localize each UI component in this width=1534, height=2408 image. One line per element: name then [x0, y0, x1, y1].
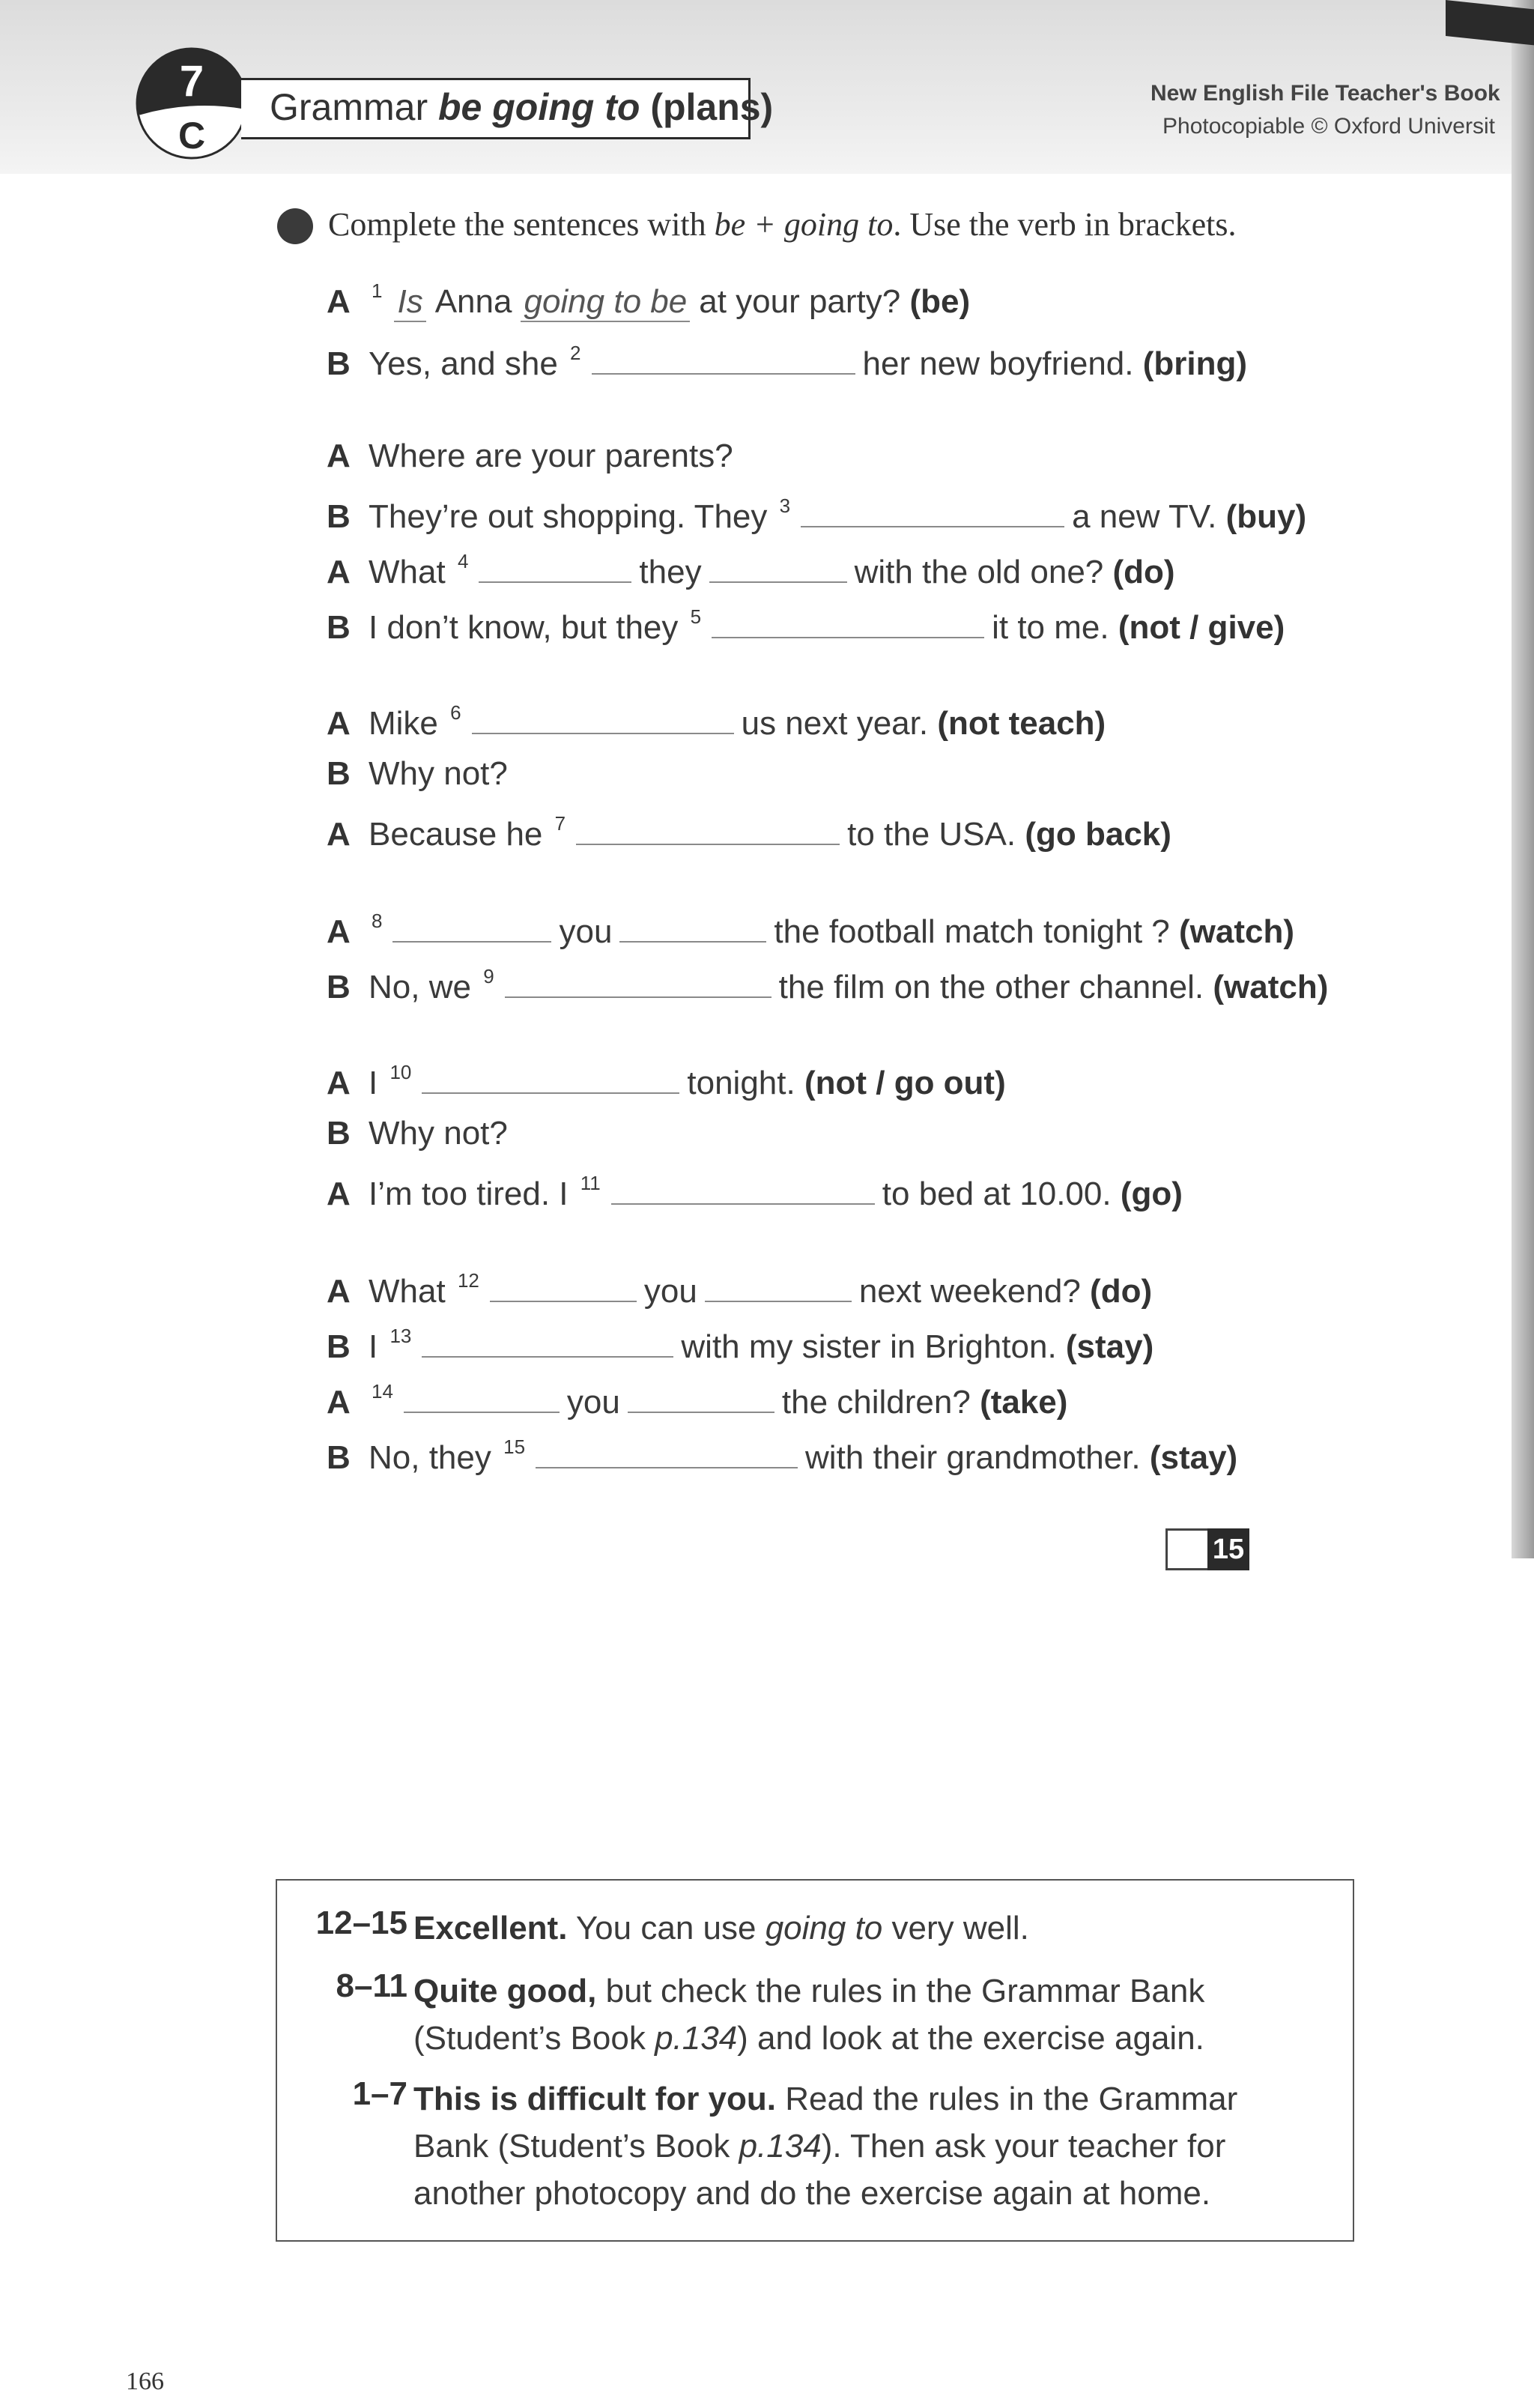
unit-number: 7 [179, 57, 204, 106]
question-number: 9 [483, 965, 494, 988]
score-range: 8–11 [336, 1967, 407, 2004]
feedback-text [413, 1967, 1312, 2062]
feedback-body: You can use [567, 1910, 766, 1946]
dialogue-text: with my sister in Brighton. [681, 1328, 1057, 1365]
title-prefix: Grammar [270, 86, 428, 128]
dialogue-line [327, 493, 1306, 538]
answer-blank[interactable] [392, 908, 551, 943]
dialogue-text: I’m too tired. I [369, 1176, 569, 1212]
dialogue-line [327, 1379, 1067, 1424]
feedback-italic: p.134 [655, 2020, 738, 2057]
dialogue-text: the football match tonight ? [774, 913, 1170, 950]
verb-hint: (stay) [1065, 1328, 1154, 1365]
feedback-rating: Excellent. [413, 1910, 568, 1946]
question-number: 7 [554, 812, 566, 835]
dialogue-text: Why not? [369, 1115, 508, 1152]
title-suffix: (plans) [650, 86, 774, 128]
speaker-label: B [327, 609, 351, 646]
feedback-italic: going to [765, 1910, 883, 1946]
dialogue-text: tonight. [687, 1065, 795, 1101]
answer-blank[interactable] [536, 1434, 798, 1468]
feedback-box [276, 1879, 1354, 2242]
verb-hint: (go back) [1025, 816, 1171, 853]
dialogue-line [327, 1170, 1183, 1215]
dialogue-line [327, 700, 1106, 745]
speaker-label: A [327, 913, 351, 950]
dialogue-text: with their grandmother. [805, 1439, 1141, 1476]
question-number: 11 [580, 1172, 601, 1195]
question-number: 5 [690, 605, 702, 629]
answer-blank[interactable] [705, 1268, 852, 1302]
verb-hint: (stay) [1149, 1439, 1238, 1476]
dialogue-text: it to me. [992, 609, 1109, 646]
question-number: 14 [372, 1380, 393, 1403]
question-number: 8 [372, 910, 383, 933]
example-answer: Is [394, 283, 425, 322]
question-number: 1 [372, 279, 383, 303]
speaker-label: A [327, 1384, 351, 1421]
brand-copyright: Photocopiable © Oxford Universit [1162, 114, 1495, 139]
dialogue-text: I don’t know, but they [369, 609, 679, 646]
question-number: 13 [389, 1325, 412, 1348]
speaker-label: A [327, 438, 351, 474]
dialogue-line [327, 963, 1328, 1008]
dialogue-line [327, 755, 508, 800]
question-number: 6 [450, 701, 461, 724]
verb-hint: (take) [980, 1384, 1068, 1421]
score-total: 15 [1207, 1528, 1249, 1570]
instruction-pattern: be + going to [714, 206, 894, 243]
verb-hint: (do) [1090, 1273, 1153, 1310]
speaker-label: A [327, 1065, 351, 1101]
title-topic: be going to [438, 86, 640, 128]
answer-blank[interactable] [490, 1268, 637, 1302]
verb-hint: (buy) [1225, 498, 1307, 535]
dialogue-text: Anna [434, 283, 512, 320]
dialogue-text: at your party? [699, 283, 901, 320]
unit-letter: C [178, 115, 206, 157]
dialogue-text: What [369, 554, 446, 590]
answer-blank[interactable] [505, 963, 771, 998]
dialogue-line [327, 340, 1247, 385]
dialogue-text: you [643, 1273, 697, 1310]
feedback-italic: p.134 [739, 2128, 822, 2165]
speaker-label: B [327, 345, 351, 382]
dialogue-line [327, 811, 1171, 856]
dialogue-text: you [559, 913, 613, 950]
dialogue-line [327, 604, 1285, 649]
dialogue-text: next weekend? [858, 1273, 1081, 1310]
dialogue-text: Yes, and she [369, 345, 558, 382]
feedback-text [413, 2075, 1312, 2217]
dialogue-text: I [369, 1328, 378, 1365]
dialogue-text: to bed at 10.00. [882, 1176, 1112, 1212]
verb-hint: (do) [1112, 554, 1175, 590]
dialogue-text: a new TV. [1072, 498, 1217, 535]
dialogue-text: to the USA. [847, 816, 1016, 853]
question-number: 15 [503, 1436, 526, 1459]
answer-blank[interactable] [712, 604, 984, 638]
speaker-label: B [327, 1115, 351, 1152]
dialogue-text: her new boyfriend. [862, 345, 1134, 382]
answer-blank[interactable] [619, 908, 766, 943]
dialogue-text: you [566, 1384, 620, 1421]
page-number: 166 [126, 2368, 164, 2395]
speaker-label: B [327, 1328, 351, 1365]
feedback-rating: Quite good, [413, 1973, 597, 2009]
dialogue-text: they [639, 554, 702, 590]
question-number: 2 [570, 342, 581, 365]
verb-hint: (watch) [1213, 969, 1329, 1005]
dialogue-text: with the old one? [854, 554, 1104, 590]
question-number: 12 [457, 1269, 479, 1292]
answer-blank[interactable] [801, 493, 1064, 527]
dialogue-line [327, 1268, 1152, 1313]
answer-blank[interactable] [628, 1379, 774, 1413]
dialogue-line [327, 1059, 1006, 1104]
verb-hint: (not teach) [937, 705, 1106, 742]
feedback-body: very well. [882, 1910, 1029, 1946]
score-input[interactable] [1165, 1528, 1207, 1570]
verb-hint: (watch) [1179, 913, 1294, 950]
answer-blank[interactable] [422, 1323, 673, 1358]
verb-hint: (go) [1120, 1176, 1183, 1212]
brand-title: New English File Teacher's Book [1150, 81, 1500, 106]
dialogue-text: Why not? [369, 755, 508, 792]
dialogue-line [327, 908, 1294, 953]
example-answer: going to be [521, 283, 690, 322]
answer-blank[interactable] [479, 548, 631, 583]
dialogue-text: Because he [369, 816, 543, 853]
speaker-label: B [327, 969, 351, 1005]
verb-hint: (bring) [1142, 345, 1248, 382]
bullet-icon [277, 208, 313, 244]
speaker-label: B [327, 1439, 351, 1476]
dialogue-line [327, 279, 971, 328]
question-number: 4 [457, 550, 469, 573]
feedback-text [413, 1905, 1312, 1952]
unit-badge-icon [135, 46, 249, 160]
feedback-body: but check the rules in the Grammar Bank (Student’s Book [413, 1973, 1205, 2057]
dialogue-text: Where are your parents? [369, 438, 733, 474]
instruction-start: Complete the sentences with [328, 206, 706, 243]
feedback-body: Read the rules in the Grammar Bank (Student’s Book [413, 2081, 1238, 2165]
dialogue-line [327, 1115, 508, 1160]
verb-hint: (not / give) [1118, 609, 1285, 646]
speaker-label: A [327, 1176, 351, 1212]
feedback-body: ) and look at the exercise again. [737, 2020, 1204, 2057]
score-range: 12–15 [315, 1905, 407, 1941]
instruction-end: . Use the verb in brackets. [893, 206, 1237, 243]
dialogue-text: us next year. [741, 705, 929, 742]
verb-hint: (be) [909, 283, 971, 320]
answer-blank[interactable] [709, 548, 847, 583]
feedback-body: ). Then ask your teacher for another photocopy and do the exercise again at home. [413, 2128, 1226, 2212]
answer-blank[interactable] [576, 811, 840, 845]
book-spine-shadow [1512, 0, 1534, 1558]
score-range: 1–7 [352, 2075, 407, 2112]
speaker-label: A [327, 705, 351, 742]
dialogue-text: No, they [369, 1439, 491, 1476]
speaker-label: A [327, 1273, 351, 1310]
speaker-label: B [327, 755, 351, 792]
speaker-label: A [327, 554, 351, 590]
dialogue-line [327, 1434, 1237, 1479]
dialogue-text: Mike [369, 705, 438, 742]
dialogue-line [327, 1323, 1153, 1368]
speaker-label: B [327, 498, 351, 535]
question-number: 10 [389, 1061, 412, 1084]
answer-blank[interactable] [404, 1379, 560, 1413]
answer-blank[interactable] [611, 1170, 875, 1205]
dialogue-text: I [369, 1065, 378, 1101]
dialogue-text: No, we [369, 969, 471, 1005]
page-title [270, 85, 773, 129]
feedback-rating: This is difficult for you. [413, 2081, 776, 2117]
dialogue-text: the children? [781, 1384, 971, 1421]
speaker-label: A [327, 283, 351, 320]
dialogue-line [327, 438, 733, 482]
answer-blank[interactable] [592, 340, 855, 375]
instruction [328, 205, 1237, 243]
dialogue-line [327, 548, 1175, 593]
dialogue-text: What [369, 1273, 446, 1310]
dialogue-text: They’re out shopping. They [369, 498, 768, 535]
speaker-label: A [327, 816, 351, 853]
answer-blank[interactable] [422, 1059, 679, 1094]
question-number: 3 [779, 494, 791, 518]
verb-hint: (not / go out) [804, 1065, 1006, 1101]
dialogue-text: the film on the other channel. [778, 969, 1204, 1005]
answer-blank[interactable] [472, 700, 734, 734]
